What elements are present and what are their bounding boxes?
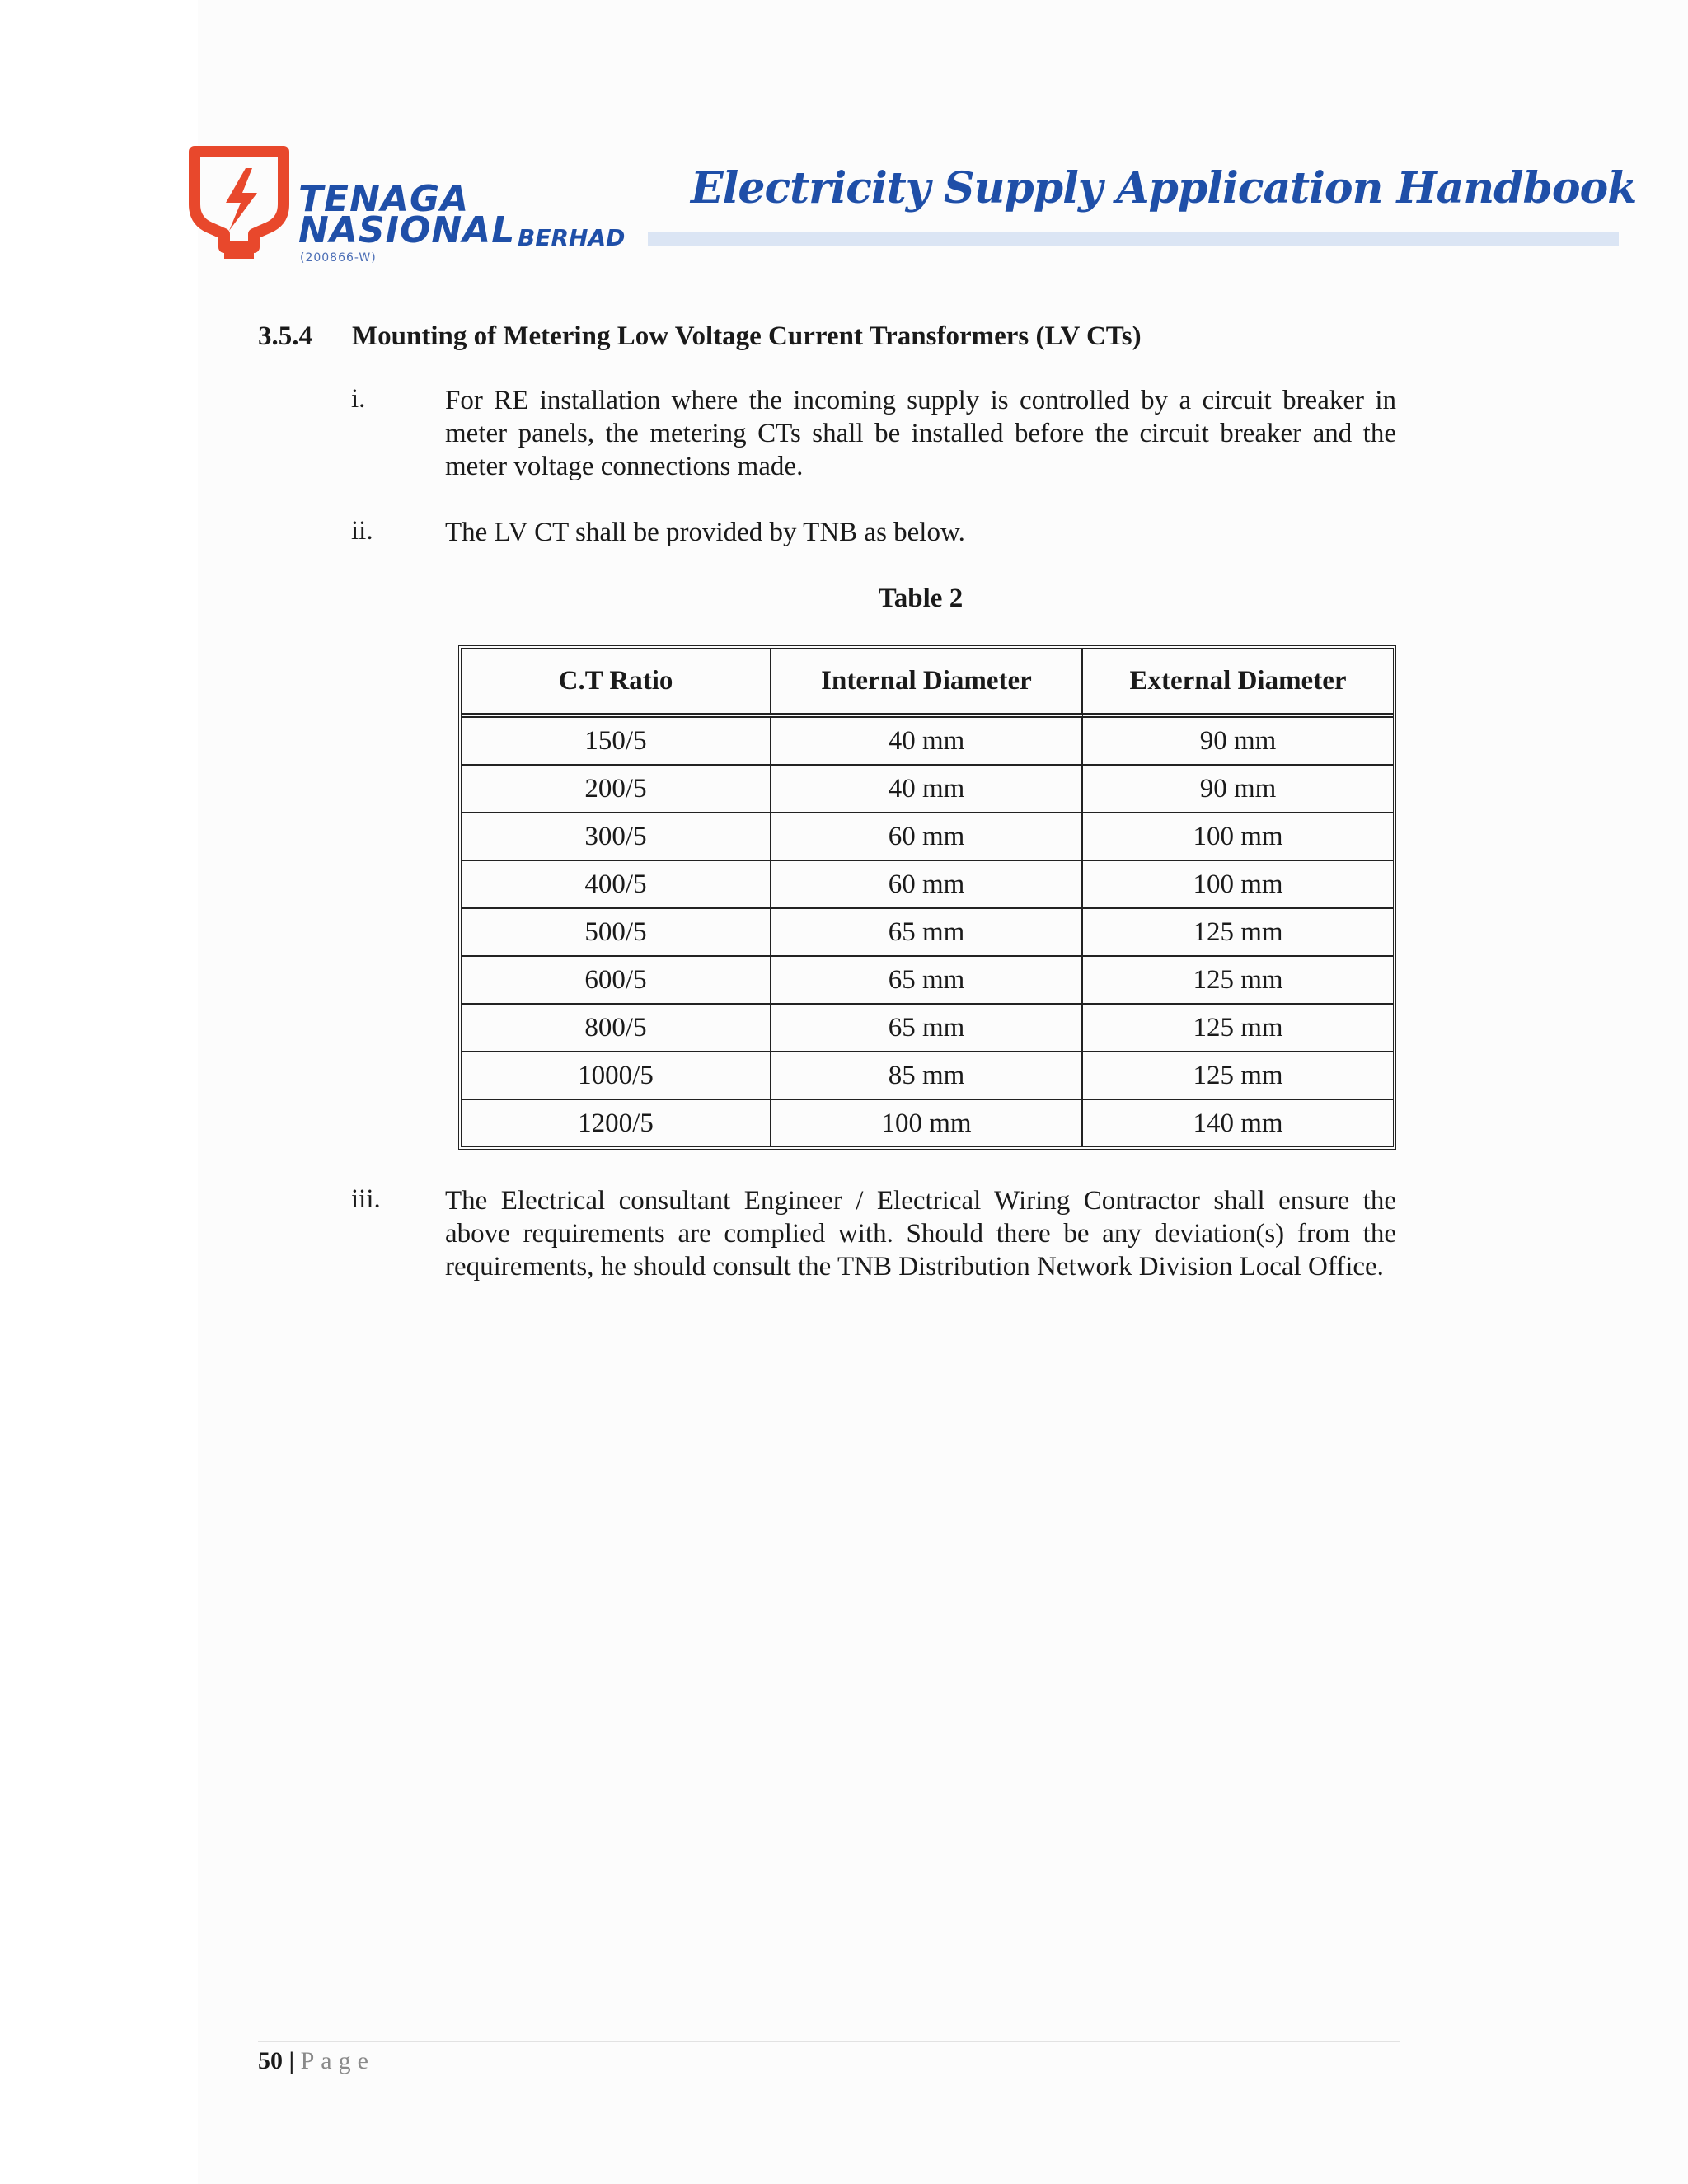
table-cell-ct-ratio: 1000/5: [462, 1052, 771, 1100]
table-cell-internal-diameter: 40 mm: [771, 718, 1083, 766]
table-cell-internal-diameter: 65 mm: [771, 957, 1083, 1005]
handbook-title: Electricity Supply Application Handbook: [691, 163, 1637, 213]
ct-table: [458, 645, 1396, 1150]
footer-separator: |: [288, 2047, 295, 2074]
table-cell-external-diameter: 100 mm: [1083, 861, 1393, 909]
table-cell-external-diameter: 90 mm: [1083, 766, 1393, 813]
item-marker-ii: ii.: [351, 516, 373, 546]
table-row: [462, 766, 1393, 813]
page-footer: [258, 2047, 375, 2075]
header-bar: [648, 232, 1619, 246]
table-cell-ct-ratio: 400/5: [462, 861, 771, 909]
table-cell-external-diameter: 125 mm: [1083, 909, 1393, 957]
table-header-internal-diameter: Internal Diameter: [771, 649, 1083, 718]
logo-registration-number: (200866-W): [300, 251, 377, 265]
table-header-ct-ratio: C.T Ratio: [462, 649, 771, 718]
table-cell-external-diameter: 125 mm: [1083, 1005, 1393, 1052]
table-cell-internal-diameter: 65 mm: [771, 909, 1083, 957]
logo-text-tenaga: TENAGA: [298, 178, 470, 220]
table-cell-external-diameter: 140 mm: [1193, 1108, 1283, 1138]
table-row: [462, 1005, 1393, 1052]
table-cell-internal-diameter: 65 mm: [771, 1005, 1083, 1052]
table-cell-ct-ratio: 500/5: [462, 909, 771, 957]
item-text-i: For RE installation where the incoming supply is controlled by a circuit breaker in meter panels, the metering CTs shall be installed before the circuit breaker and the meter voltage connections made.: [445, 386, 1396, 481]
table-row: [462, 861, 1393, 909]
table-cell-external-diameter: 125 mm: [1083, 1052, 1393, 1100]
table-header-external-diameter: External Diameter: [1083, 649, 1393, 718]
section-number: 3.5.4: [258, 321, 312, 351]
table-row: [462, 909, 1393, 957]
table-caption: Table 2: [878, 583, 964, 613]
logo-text-berhad: BERHAD: [518, 224, 626, 251]
table-cell-internal-diameter: 85 mm: [771, 1052, 1083, 1100]
table-cell-external-diameter: 100 mm: [1083, 813, 1393, 861]
table-cell-internal-diameter: 60 mm: [771, 813, 1083, 861]
section-title: Mounting of Metering Low Voltage Current Transformers (LV CTs): [352, 321, 1142, 351]
table-cell-external-diameter: 125 mm: [1083, 957, 1393, 1005]
table-row: [462, 957, 1393, 1005]
page-number: 50: [258, 2047, 283, 2074]
table-cell-ct-ratio: 150/5: [462, 718, 771, 766]
item-marker-i: i.: [351, 384, 366, 414]
item-text-ii: The LV CT shall be provided by TNB as below.: [445, 518, 965, 547]
table-cell-internal-diameter: 60 mm: [771, 861, 1083, 909]
page-word: Page: [300, 2047, 375, 2074]
footer-rule: [258, 2041, 1400, 2042]
table-cell-ct-ratio: 600/5: [462, 957, 771, 1005]
table-cell-external-diameter: 90 mm: [1083, 718, 1393, 766]
table-row: [462, 1052, 1393, 1100]
tnb-logo-icon: [186, 145, 292, 264]
table-row: [462, 718, 1393, 766]
table-row: [462, 813, 1393, 861]
logo-text-nasional: NASIONAL: [298, 209, 516, 251]
table-cell-ct-ratio: 800/5: [462, 1005, 771, 1052]
table-header-row: [462, 649, 1393, 718]
item-text-iii: The Electrical consultant Engineer / Electrical Wiring Contractor shall ensure the above requirements are complied with. Should there be any deviation(s) from the requirements, he should consult the TNB Distribution Network Division Local Office.: [445, 1186, 1396, 1282]
table-cell-ct-ratio: 300/5: [462, 813, 771, 861]
table-cell-ct-ratio: 1200/5: [462, 1100, 771, 1146]
table-row: [462, 1100, 1393, 1146]
table-cell-internal-diameter: 40 mm: [771, 766, 1083, 813]
table-cell-ct-ratio: 200/5: [462, 766, 771, 813]
table-cell-internal-diameter: 100 mm: [771, 1100, 1083, 1146]
item-marker-iii: iii.: [351, 1184, 381, 1214]
section-heading: [258, 321, 1142, 352]
